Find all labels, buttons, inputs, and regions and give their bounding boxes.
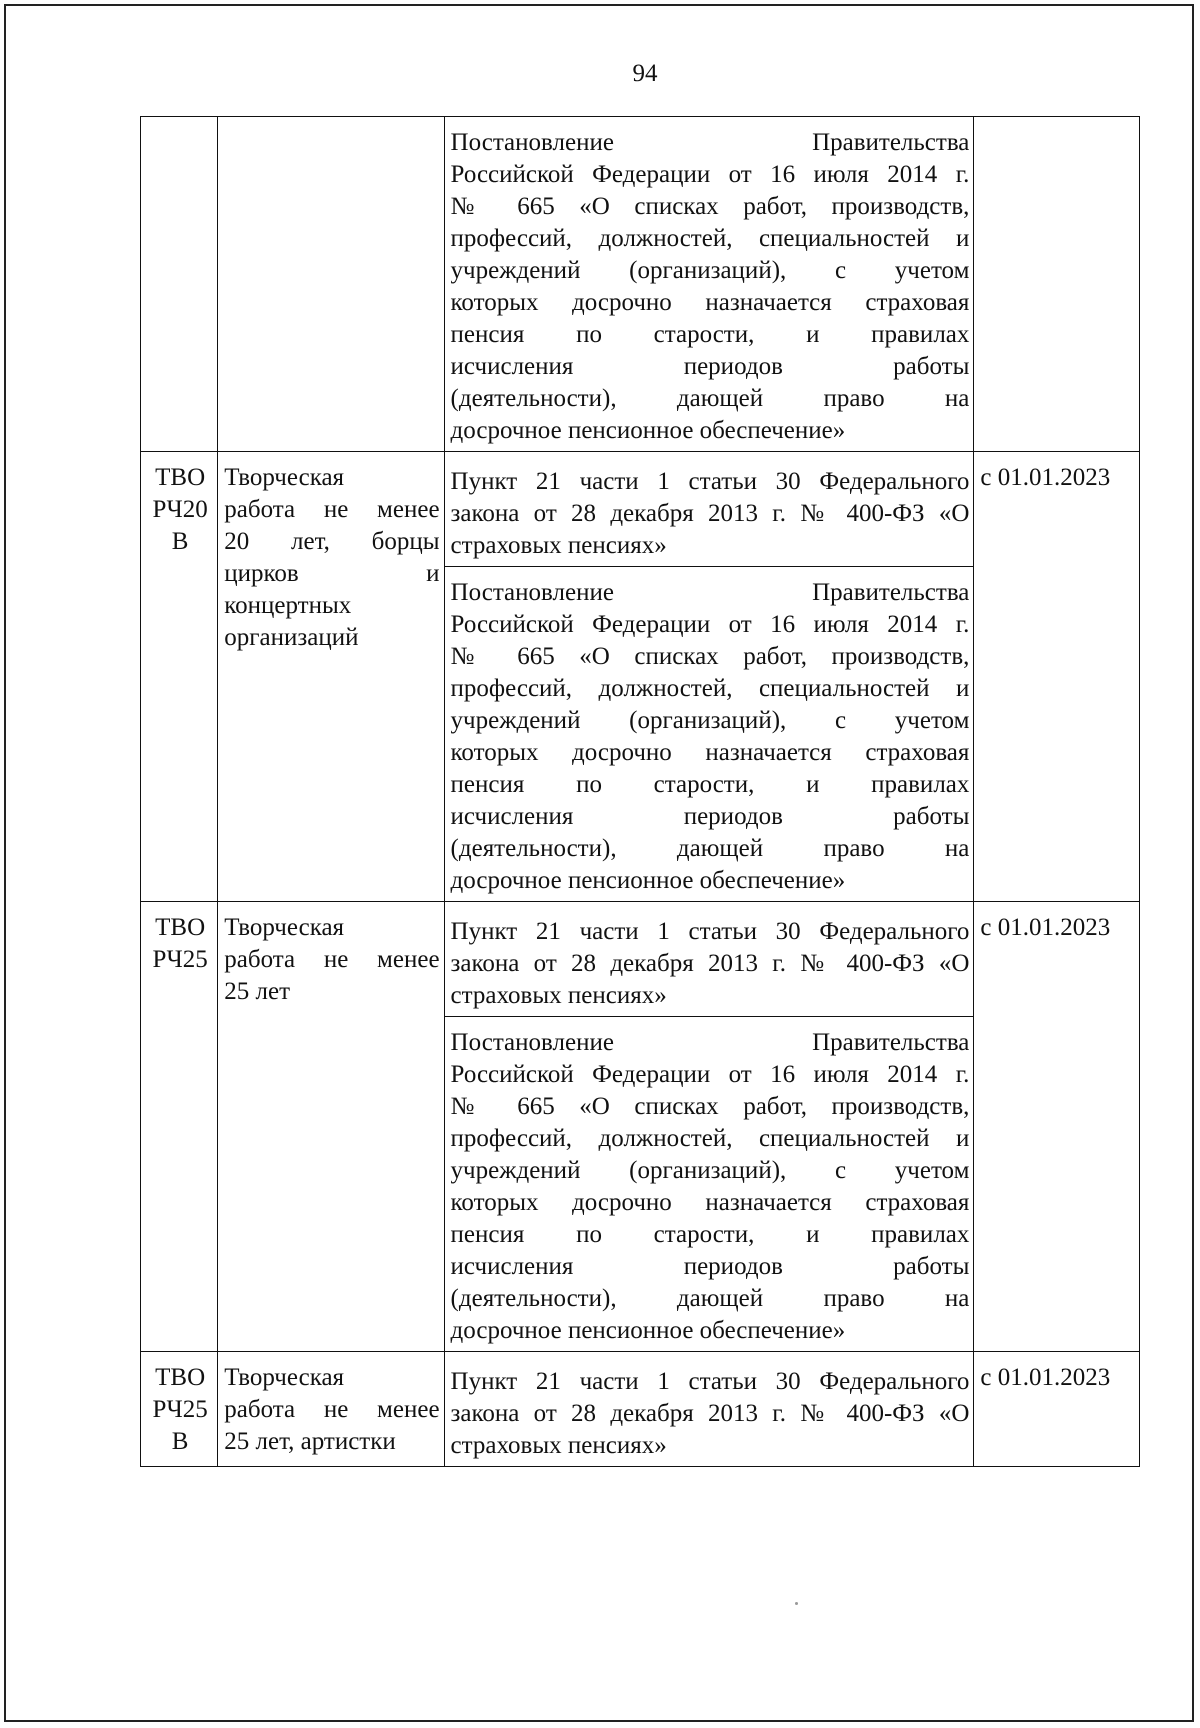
basis-cell [444, 902, 974, 1017]
description-cell [218, 1352, 444, 1467]
postanovlenie-text [451, 1027, 970, 1347]
description-cell [218, 902, 444, 1352]
row-date: с 01.01.2023 [980, 914, 1111, 941]
text-line: 25 лет [224, 978, 291, 1005]
text-line: исчисления периодов работы [450, 1253, 970, 1280]
text-line: ТВО [155, 464, 206, 491]
text-line: (деятельности), дающей право на [450, 835, 970, 862]
text-line: концертных [224, 592, 352, 619]
text-line: Творческая [224, 464, 345, 491]
text-line: Пункт 21 части 1 статьи 30 Федерального [450, 1368, 970, 1395]
date-cell [974, 452, 1140, 902]
basis-cell [444, 117, 974, 452]
text-line: которых досрочно назначается страховая [450, 289, 970, 316]
text-line: организаций [224, 624, 359, 651]
text-line: страховых пенсиях» [450, 1432, 667, 1459]
description-cell [218, 117, 444, 452]
table-row [141, 452, 1140, 567]
code-cell [141, 452, 218, 902]
text-line: (деятельности), дающей право на [450, 385, 970, 412]
text-line: № 665 «О списках работ, производств, [450, 643, 970, 670]
text-line: закона от 28 декабря 2013 г. № 400-ФЗ «О [450, 950, 970, 977]
text-line: (деятельности), дающей право на [450, 1285, 970, 1312]
document-table [140, 116, 1140, 1467]
page-number: 94 [632, 60, 658, 87]
row-date: с 01.01.2023 [980, 1364, 1111, 1391]
text-line: 20 лет, борцы [224, 528, 440, 555]
text-line: пенсия по старости, и правилах [450, 321, 970, 348]
text-line: РЧ25 [152, 1396, 208, 1423]
code-cell [141, 902, 218, 1352]
text-line: профессий, должностей, специальностей и [450, 1125, 970, 1152]
text-line: В [171, 528, 189, 555]
row-description [224, 462, 439, 654]
text-line: страховых пенсиях» [450, 532, 667, 559]
text-line: цирков и [224, 560, 440, 587]
text-line: учреждений (организаций), с учетом [450, 1157, 970, 1184]
description-cell [218, 452, 444, 902]
text-line: досрочное пенсионное обеспечение» [450, 1317, 846, 1344]
postanovlenie-text [451, 127, 970, 447]
postanovlenie-text [451, 577, 970, 897]
text-line: учреждений (организаций), с учетом [450, 257, 970, 284]
scan-speck [795, 1602, 798, 1605]
table-row [141, 902, 1140, 1017]
basis-cell [444, 1017, 974, 1352]
text-line: которых досрочно назначается страховая [450, 739, 970, 766]
text-line: РЧ25 [152, 946, 208, 973]
text-line: которых досрочно назначается страховая [450, 1189, 970, 1216]
basis-cell [444, 1352, 974, 1467]
text-line: Творческая [224, 914, 345, 941]
row-description [224, 1362, 439, 1458]
text-line: В [171, 1428, 189, 1455]
date-cell [974, 117, 1140, 452]
text-line: досрочное пенсионное обеспечение» [450, 867, 846, 894]
punkt-text [451, 1366, 970, 1462]
text-line: работа не менее [224, 946, 440, 973]
text-line: пенсия по старости, и правилах [450, 771, 970, 798]
basis-cell [444, 567, 974, 902]
table-row [141, 117, 1140, 452]
text-line: № 665 «О списках работ, производств, [450, 1093, 970, 1120]
punkt-text [451, 466, 970, 562]
code-cell [141, 117, 218, 452]
text-line: Российской Федерации от 16 июля 2014 г. [450, 1061, 970, 1088]
text-line: Постановление Правительства [450, 1029, 970, 1056]
text-line: 25 лет, артистки [224, 1428, 396, 1455]
row-code [147, 1362, 213, 1458]
text-line: Пункт 21 части 1 статьи 30 Федерального [450, 918, 970, 945]
text-line: профессий, должностей, специальностей и [450, 675, 970, 702]
text-line: № 665 «О списках работ, производств, [450, 193, 970, 220]
text-line: Творческая [224, 1364, 345, 1391]
date-cell [974, 902, 1140, 1352]
text-line: Российской Федерации от 16 июля 2014 г. [450, 161, 970, 188]
text-line: учреждений (организаций), с учетом [450, 707, 970, 734]
row-description [224, 912, 439, 1008]
text-line: ТВО [155, 914, 206, 941]
table-row [141, 1352, 1140, 1467]
text-line: пенсия по старости, и правилах [450, 1221, 970, 1248]
text-line: досрочное пенсионное обеспечение» [450, 417, 846, 444]
text-line: ТВО [155, 1364, 206, 1391]
code-cell [141, 1352, 218, 1467]
text-line: закона от 28 декабря 2013 г. № 400-ФЗ «О [450, 500, 970, 527]
text-line: РЧ20 [152, 496, 208, 523]
punkt-text [451, 916, 970, 1012]
text-line: исчисления периодов работы [450, 803, 970, 830]
row-code [147, 462, 213, 558]
basis-cell [444, 452, 974, 567]
date-cell [974, 1352, 1140, 1467]
text-line: закона от 28 декабря 2013 г. № 400-ФЗ «О [450, 1400, 970, 1427]
text-line: Российской Федерации от 16 июля 2014 г. [450, 611, 970, 638]
text-line: исчисления периодов работы [450, 353, 970, 380]
text-line: профессий, должностей, специальностей и [450, 225, 970, 252]
text-line: работа не менее [224, 496, 440, 523]
text-line: Постановление Правительства [450, 129, 970, 156]
text-line: работа не менее [224, 1396, 440, 1423]
text-line: Постановление Правительства [450, 579, 970, 606]
text-line: Пункт 21 части 1 статьи 30 Федерального [450, 468, 970, 495]
text-line: страховых пенсиях» [450, 982, 667, 1009]
row-date: с 01.01.2023 [980, 464, 1111, 491]
row-code [147, 912, 213, 976]
